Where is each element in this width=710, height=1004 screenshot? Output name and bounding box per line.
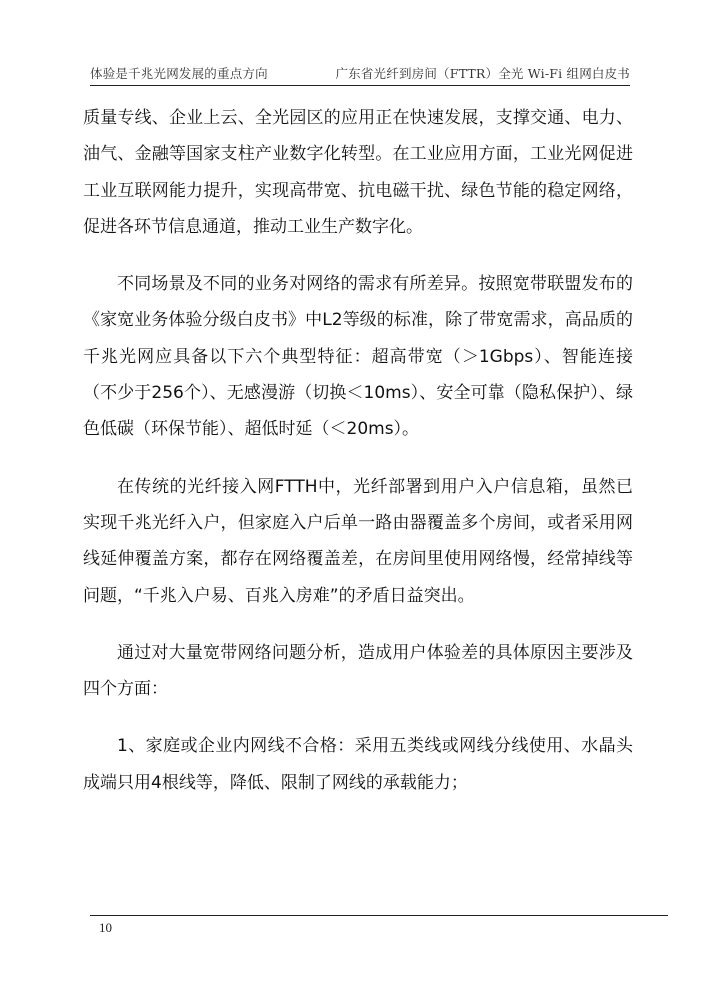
running-header (90, 64, 630, 82)
paragraph-3: 在传统的光纤接入网FTTH中，光纤部署到用户入户信息箱，虽然已实现千兆光纤入户，但家庭入户后单一路由器覆盖多个房间，或者采用网线延伸覆盖方案，都存在网络覆盖差，在房间里使用网络慢，经常掉线等问题，“千兆入户易、百兆入房难”的矛盾日益突出。 (83, 476, 633, 606)
paragraph-4: 通过对大量宽带网络问题分析，造成用户体验差的具体原因主要涉及四个方面： (83, 642, 633, 700)
page-number: 10 (99, 920, 112, 935)
paragraph-2: 不同场景及不同的业务对网络的需求有所差异。按照宽带联盟发布的《家宽业务体验分级白皮书》中L2等级的标准，除了带宽需求，高品质的千兆光网应具备以下六个典型特征：超高带宽（＞1Gbps）、智能连接（不少于256个）、无感漫游（切换＜10ms）、安全可靠（隐私保护）、绿色低碳（环保节能）、超低时延（＜20ms）。 (83, 274, 633, 440)
footer-rule (90, 915, 668, 916)
paragraph-5: 1、家庭或企业内网线不合格：采用五类线或网线分线使用、水晶头成端只用4根线等，降低、限制了网线的承载能力； (83, 736, 633, 793)
paragraph-1: 质量专线、企业上云、全光园区的应用正在快速发展，支撑交通、电力、油气、金融等国家支柱产业数字化转型。在工业应用方面，工业光网促进工业互联网能力提升，实现高带宽、抗电磁干扰、绿色节能的稳定网络，促进各环节信息通道，推动工业生产数字化。 (83, 108, 633, 237)
header-left-title: 体验是千兆光网发展的重点方向 (90, 66, 268, 81)
header-rule (90, 85, 630, 86)
body-text (83, 100, 633, 822)
header-right-title: 广东省光纤到房间（FTTR）全光 Wi-Fi 组网白皮书 (335, 66, 630, 81)
